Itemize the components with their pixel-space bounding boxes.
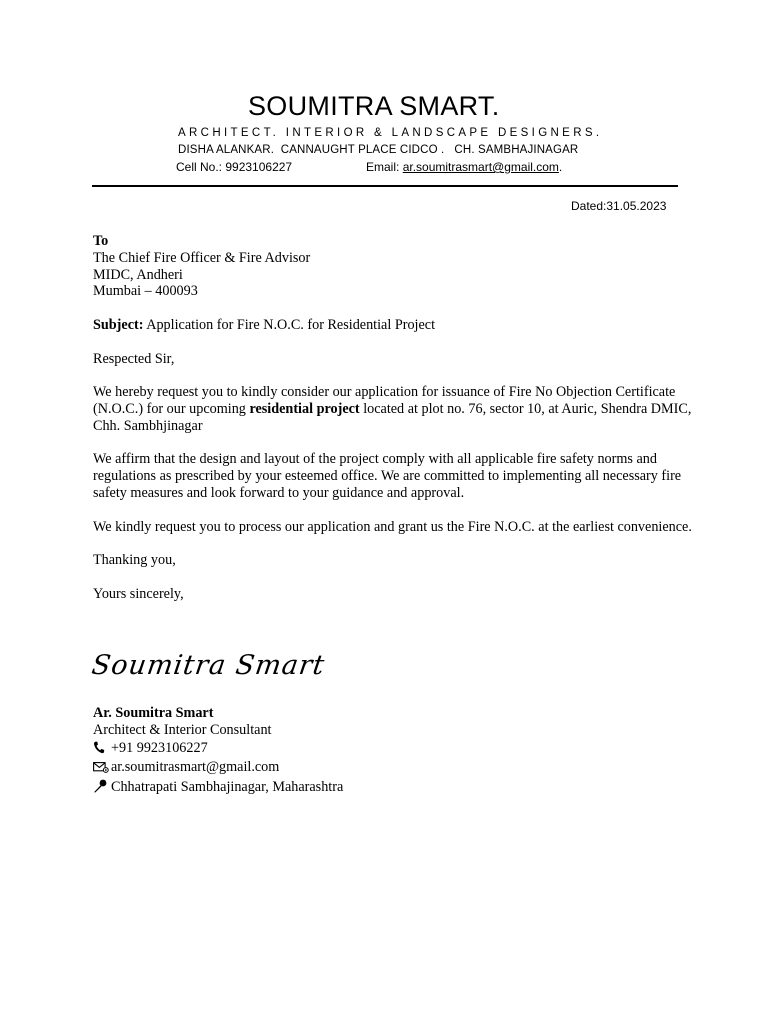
paragraph-1-text-a: We hereby request you to kindly consider our application for issuance of Fire No Objection Certificate (N.O.C.) for our upcoming	[93, 384, 676, 417]
header-divider	[92, 185, 678, 187]
paragraph-1-text-b: located at plot no. 76, sector 10, at Auric, Shendra DMIC, Chh. Sambhjinagar	[93, 400, 692, 434]
location-pin-icon	[93, 778, 111, 798]
paragraph-1	[93, 384, 693, 434]
email-icon	[93, 758, 111, 778]
signer-title: Architect & Interior Consultant	[93, 721, 272, 738]
subject-line	[93, 317, 693, 334]
paragraph-2: We affirm that the design and layout of the project comply with all applicable fire safety norms and regulations as prescribed by your esteemed office. We are committed to implementing all necessary fire safety measures and look forward to your guidance and approval.	[93, 451, 682, 501]
recipient-line-2: MIDC, Andheri	[93, 266, 183, 283]
subject-text: Application for Fire N.O.C. for Residential Project	[143, 316, 436, 333]
signer-phone: +91 9923106227	[111, 739, 208, 756]
closing-thanks: Thanking you,	[93, 552, 176, 569]
signer-location: Chhatrapati Sambhajinagar, Maharashtra	[111, 778, 344, 795]
letterhead-tagline: ARCHITECT. INTERIOR & LANDSCAPE DESIGNERS.	[178, 127, 603, 139]
letterhead-email-line: Email: ar.soumitrasmart@gmail.com.	[366, 160, 563, 174]
signer-email[interactable]: ar.soumitrasmart@gmail.com	[111, 759, 280, 776]
letterhead-cell: Cell No.: 9923106227	[176, 160, 293, 174]
closing-sincerely: Yours sincerely,	[93, 585, 184, 602]
letterhead-name: SOUMITRA SMART.	[248, 91, 500, 121]
phone-icon	[93, 739, 111, 759]
signer-name: Ar. Soumitra Smart	[93, 705, 214, 721]
signer-location-row	[93, 778, 343, 798]
letterhead-email-link[interactable]: ar.soumitrasmart@gmail.com	[402, 160, 559, 174]
salutation: Respected Sir,	[93, 350, 175, 367]
handwritten-signature: Soumitra Smart	[89, 650, 327, 681]
recipient-line-1: The Chief Fire Officer & Fire Advisor	[93, 249, 311, 266]
recipient-line-3: Mumbai – 400093	[93, 283, 198, 300]
letterhead-email-label: Email:	[366, 160, 403, 174]
subject-label: Subject:	[93, 316, 144, 333]
letter-date: Dated:31.05.2023	[571, 199, 667, 213]
signature-block	[93, 705, 343, 797]
paragraph-3: We kindly request you to process our application and grant us the Fire N.O.C. at the earliest convenience.	[93, 518, 692, 535]
to-label: To	[93, 233, 109, 249]
paragraph-1-bold: residential project	[249, 400, 360, 417]
letter-body	[93, 233, 693, 603]
recipient-block	[93, 233, 693, 300]
letterhead-contact	[176, 160, 563, 174]
signer-phone-row	[93, 739, 343, 759]
letterhead-address: DISHA ALANKAR. CANNAUGHT PLACE CIDCO . CH. SAMBHAJINAGAR	[178, 144, 579, 156]
signer-email-row	[93, 758, 343, 778]
